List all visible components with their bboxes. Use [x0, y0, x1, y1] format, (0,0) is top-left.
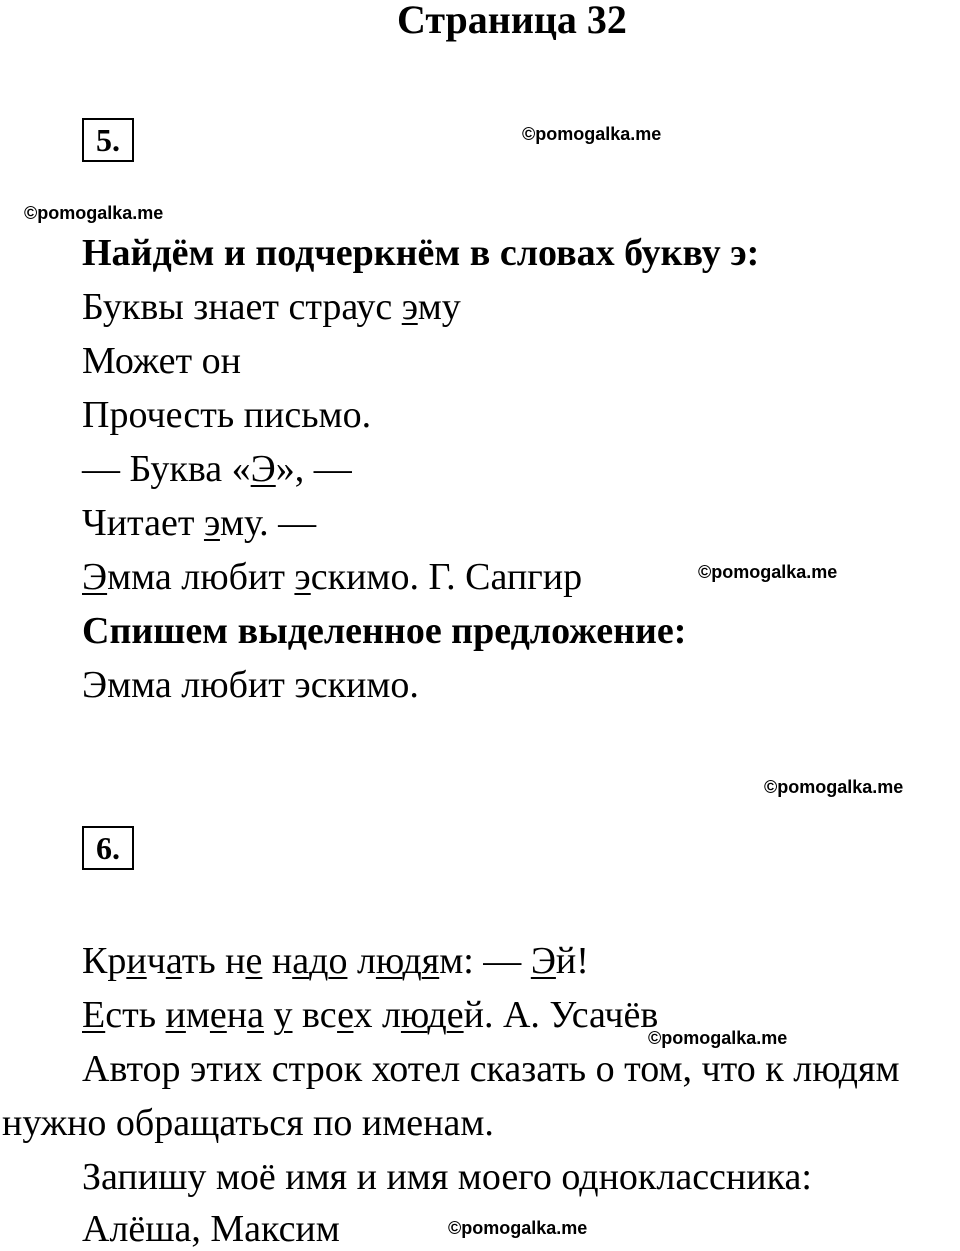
task-6-explanation-line-1: Автор этих строк хотел сказать о том, что к людям: [82, 1048, 900, 1090]
watermark: ©pomogalka.me: [698, 562, 838, 582]
task-6-number: 6.: [82, 826, 134, 870]
task-5-poem-line: [82, 285, 461, 329]
underlined-letter: у: [273, 994, 293, 1036]
task-6-names: Алёша, Максим: [82, 1208, 340, 1250]
underlined-letter: е: [245, 940, 263, 982]
task-6-names-prompt: Запишу моё имя и имя моего одноклассника:: [82, 1156, 812, 1198]
text-segment: н: [226, 994, 248, 1036]
text-segment: му. —: [219, 502, 317, 544]
task-5-copy-text: Эмма любит эскимо.: [82, 664, 419, 706]
watermark: ©pomogalka.me: [648, 1028, 788, 1048]
text-segment: м: —: [439, 940, 531, 982]
page-title: Страница 32: [397, 0, 627, 42]
task-5-poem-line: [82, 501, 316, 545]
underlined-letter: е: [337, 994, 354, 1036]
watermark: ©pomogalka.me: [448, 1218, 588, 1238]
underlined-letter: э: [401, 286, 418, 328]
text-segment: Прочесть письмо.: [82, 394, 372, 436]
text-segment: — Буква «: [82, 448, 251, 490]
text-segment: [264, 994, 274, 1036]
text-segment: Кр: [82, 940, 127, 982]
text-segment: Может он: [82, 340, 241, 382]
text-segment: мма любит: [107, 556, 295, 598]
task-5-poem-line: [82, 393, 371, 437]
task-5-copy-heading: Спишем выделенное предложение:: [82, 610, 687, 652]
text-segment: д: [309, 940, 329, 982]
text-segment: Читает: [82, 502, 204, 544]
text-segment: скимо. Г. Сапгир: [310, 556, 583, 598]
task-5-number: 5.: [82, 118, 134, 162]
underlined-letter: Э: [82, 556, 108, 598]
text-segment: й. А. Усачёв: [463, 994, 659, 1036]
underlined-letter: а: [247, 994, 265, 1036]
underlined-letter: е: [209, 994, 227, 1036]
underlined-letter: Е: [82, 994, 106, 1036]
text-segment: й!: [555, 940, 589, 982]
text-segment: ть н: [181, 940, 246, 982]
underlined-letter: ю: [375, 940, 403, 982]
underlined-letter: е: [446, 994, 464, 1036]
task-5-poem-line: [82, 555, 582, 599]
text-segment: д: [402, 940, 422, 982]
underlined-letter: я: [421, 940, 440, 982]
text-segment: н: [262, 940, 293, 982]
underlined-letter: о: [328, 940, 348, 982]
watermark: ©pomogalka.me: [522, 124, 662, 144]
text-segment: ч: [146, 940, 166, 982]
task-5-poem-line: [82, 339, 241, 383]
underlined-letter: и: [165, 994, 186, 1036]
task-5-heading: Найдём и подчеркнём в словах букву э:: [82, 232, 760, 274]
text-segment: л: [347, 940, 376, 982]
watermark: ©pomogalka.me: [764, 777, 904, 797]
underlined-letter: ю: [400, 994, 428, 1036]
watermark: ©pomogalka.me: [24, 203, 164, 223]
underlined-letter: э: [294, 556, 311, 598]
underlined-letter: и: [126, 940, 147, 982]
task-6-explanation-line-2: нужно обращаться по именам.: [2, 1102, 494, 1144]
task-6-poem-line: [82, 939, 589, 983]
text-segment: д: [427, 994, 447, 1036]
underlined-letter: а: [292, 940, 310, 982]
text-segment: сть: [105, 994, 166, 1036]
text-segment: », —: [275, 448, 352, 490]
text-segment: му: [417, 286, 461, 328]
text-segment: Буквы знает страус: [82, 286, 402, 328]
underlined-letter: Э: [530, 940, 556, 982]
underlined-letter: а: [165, 940, 182, 982]
text-segment: м: [185, 994, 210, 1036]
underlined-letter: э: [203, 502, 220, 544]
underlined-letter: Э: [250, 448, 276, 490]
text-segment: х л: [353, 994, 401, 1036]
text-segment: вс: [292, 994, 338, 1036]
task-6-poem-line: [82, 993, 658, 1037]
task-5-poem-line: [82, 447, 352, 491]
